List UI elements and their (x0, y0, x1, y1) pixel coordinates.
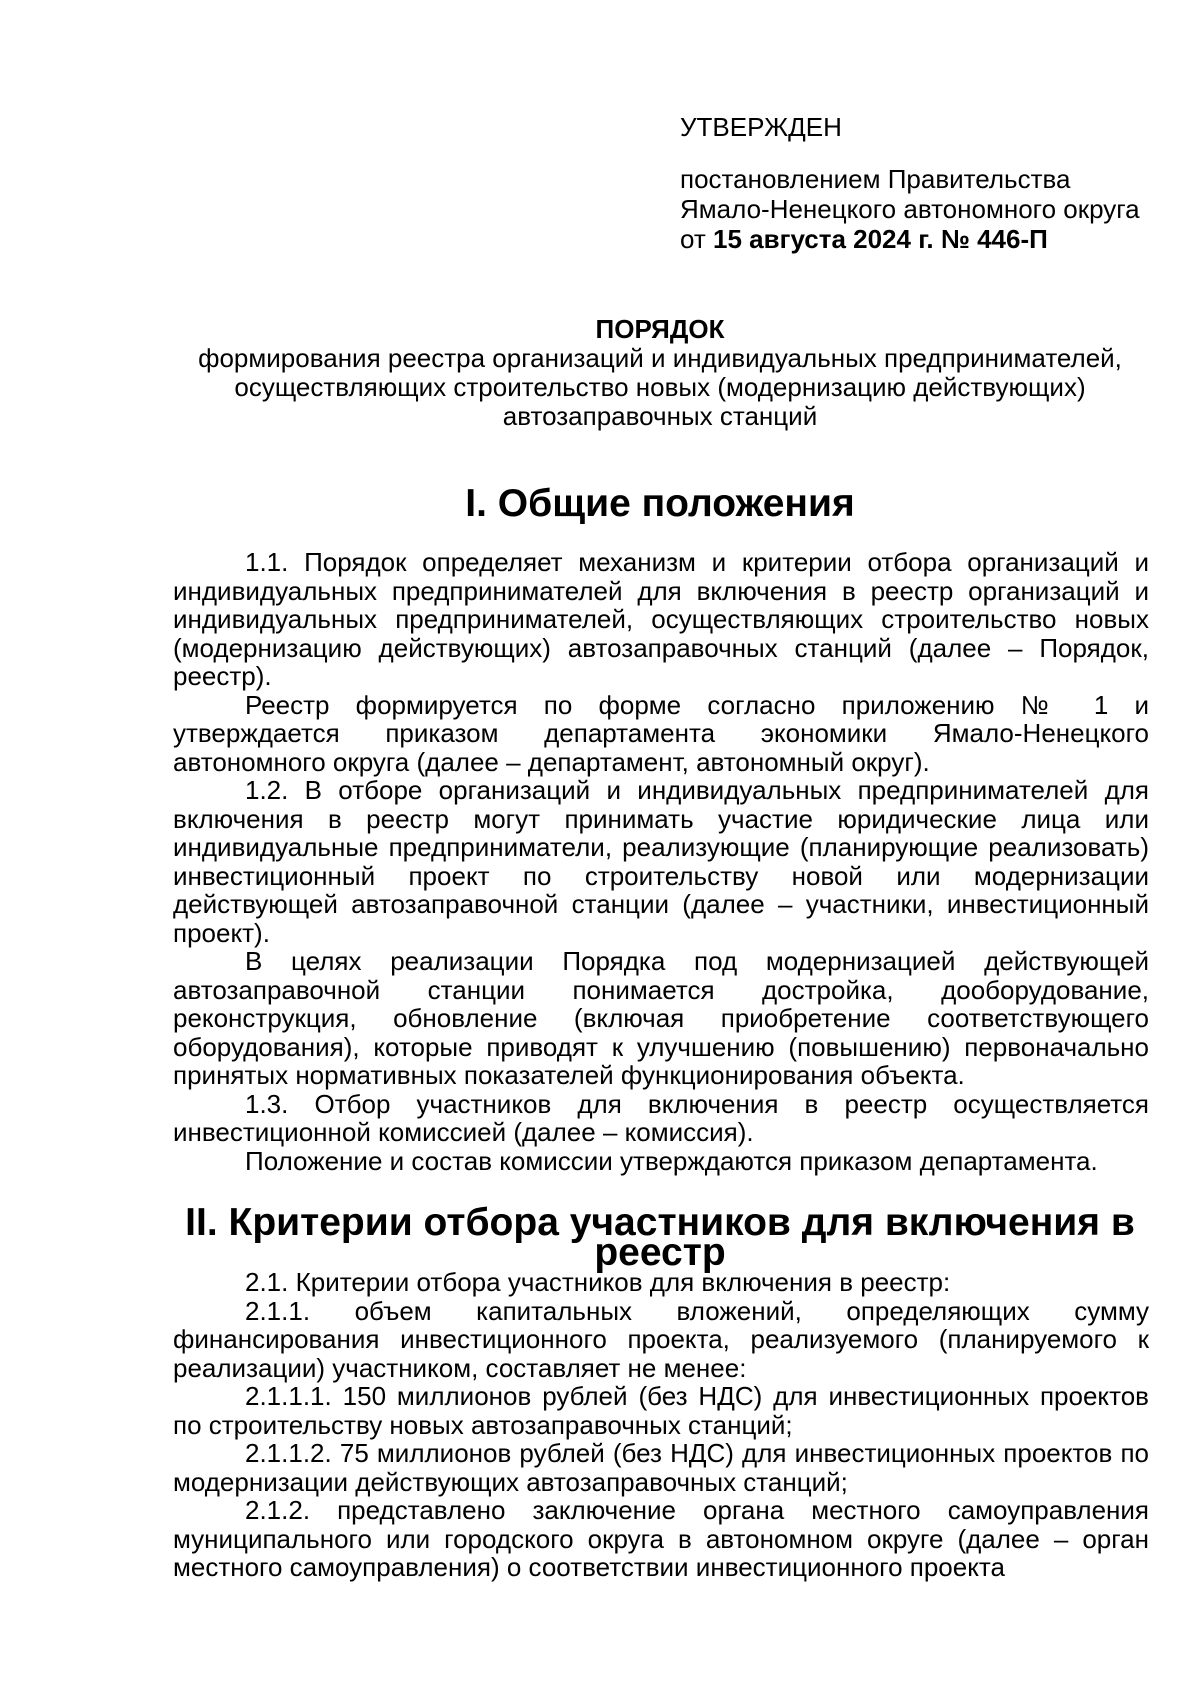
paragraph: 2.1.1.2. 75 миллионов рублей (без НДС) для инвестиционных проектов по модернизации действующих автозаправочных станций; (173, 1438, 1149, 1497)
section-general-body (173, 548, 1149, 1175)
approval-line-2: Ямало-Ненецкого автономного округа (680, 194, 1140, 224)
paragraph: 1.3. Отбор участников для включения в реестр осуществляется инвестиционной комиссией (далее – комиссия). (173, 1088, 1149, 1147)
paragraph: В целях реализации Порядка под модернизацией действующей автозаправочной станции понимается достройка, дооборудование, реконструкция, обновление (включая приобретение соответствующего оборудования), которые приводят к улучшению (повышению) первоначально принятых нормативных показателей функционирования объекта. (173, 946, 1149, 1090)
paragraph: Реестр формируется по форме согласно приложению № 1 и утверждается приказом департамента экономики Ямало-Ненецкого автономного округа (далее – департамент, автономный округ). (173, 689, 1149, 777)
document-title: ПОРЯДОК (595, 314, 725, 344)
approval-stamp-title: УТВЕРЖДЕН (680, 112, 842, 142)
document-title-block (160, 315, 1160, 431)
paragraph: 2.1.1. объем капитальных вложений, определяющих сумму финансирования инвестиционного проекта, реализуемого (планируемого к реализации) участником, составляет не менее: (173, 1295, 1149, 1383)
approval-date-value: 15 августа 2024 г. № 446-П (713, 224, 1048, 254)
approval-date-line (680, 224, 1160, 254)
paragraph: 2.1.1.1. 150 миллионов рублей (без НДС) для инвестиционных проектов по строительству новых автозаправочных станций; (173, 1381, 1149, 1440)
approval-date-prefix: от (680, 224, 706, 254)
approval-block (680, 112, 1160, 254)
paragraph: 2.1. Критерии отбора участников для включения в реестр: (245, 1267, 951, 1297)
paragraph: 1.1. Порядок определяет механизм и критерии отбора организаций и индивидуальных предпринимателей для включения в реестр организаций и индивидуальных предпринимателей, осуществляющих строительство новых (модернизацию действующих) автозаправочных станций (далее – Порядок, реестр). (173, 547, 1149, 691)
paragraph: Положение и состав комиссии утверждаются приказом департамента. (245, 1145, 1098, 1176)
paragraph: 1.2. В отборе организаций и индивидуальных предпринимателей для включения в реестр могут принимать участие юридические лица или индивидуальные предприниматели, реализующие (планирующие реализовать) инвестиционный проект по строительству новой или модернизации действующей автозаправочной станции (далее – участники, инвестиционный проект). (173, 775, 1149, 948)
section-heading-criteria: II. Критерии отбора участников для включения в реестр (185, 1201, 1135, 1274)
section-criteria-body (173, 1268, 1149, 1582)
paragraph: 2.1.2. представлено заключение органа местного самоуправления муниципального или городского округа в автономном округе (далее – орган местного самоуправления) о соответствии инвестиционного проекта (173, 1495, 1149, 1582)
approval-line-1: постановлением Правительства (680, 164, 1071, 194)
section-heading-general: I. Общие положения (465, 482, 855, 525)
document-subtitle: формирования реестра организаций и индивидуальных предпринимателей, осуществляющих строительство новых (модернизацию действующих) автозаправочных станций (198, 343, 1122, 431)
